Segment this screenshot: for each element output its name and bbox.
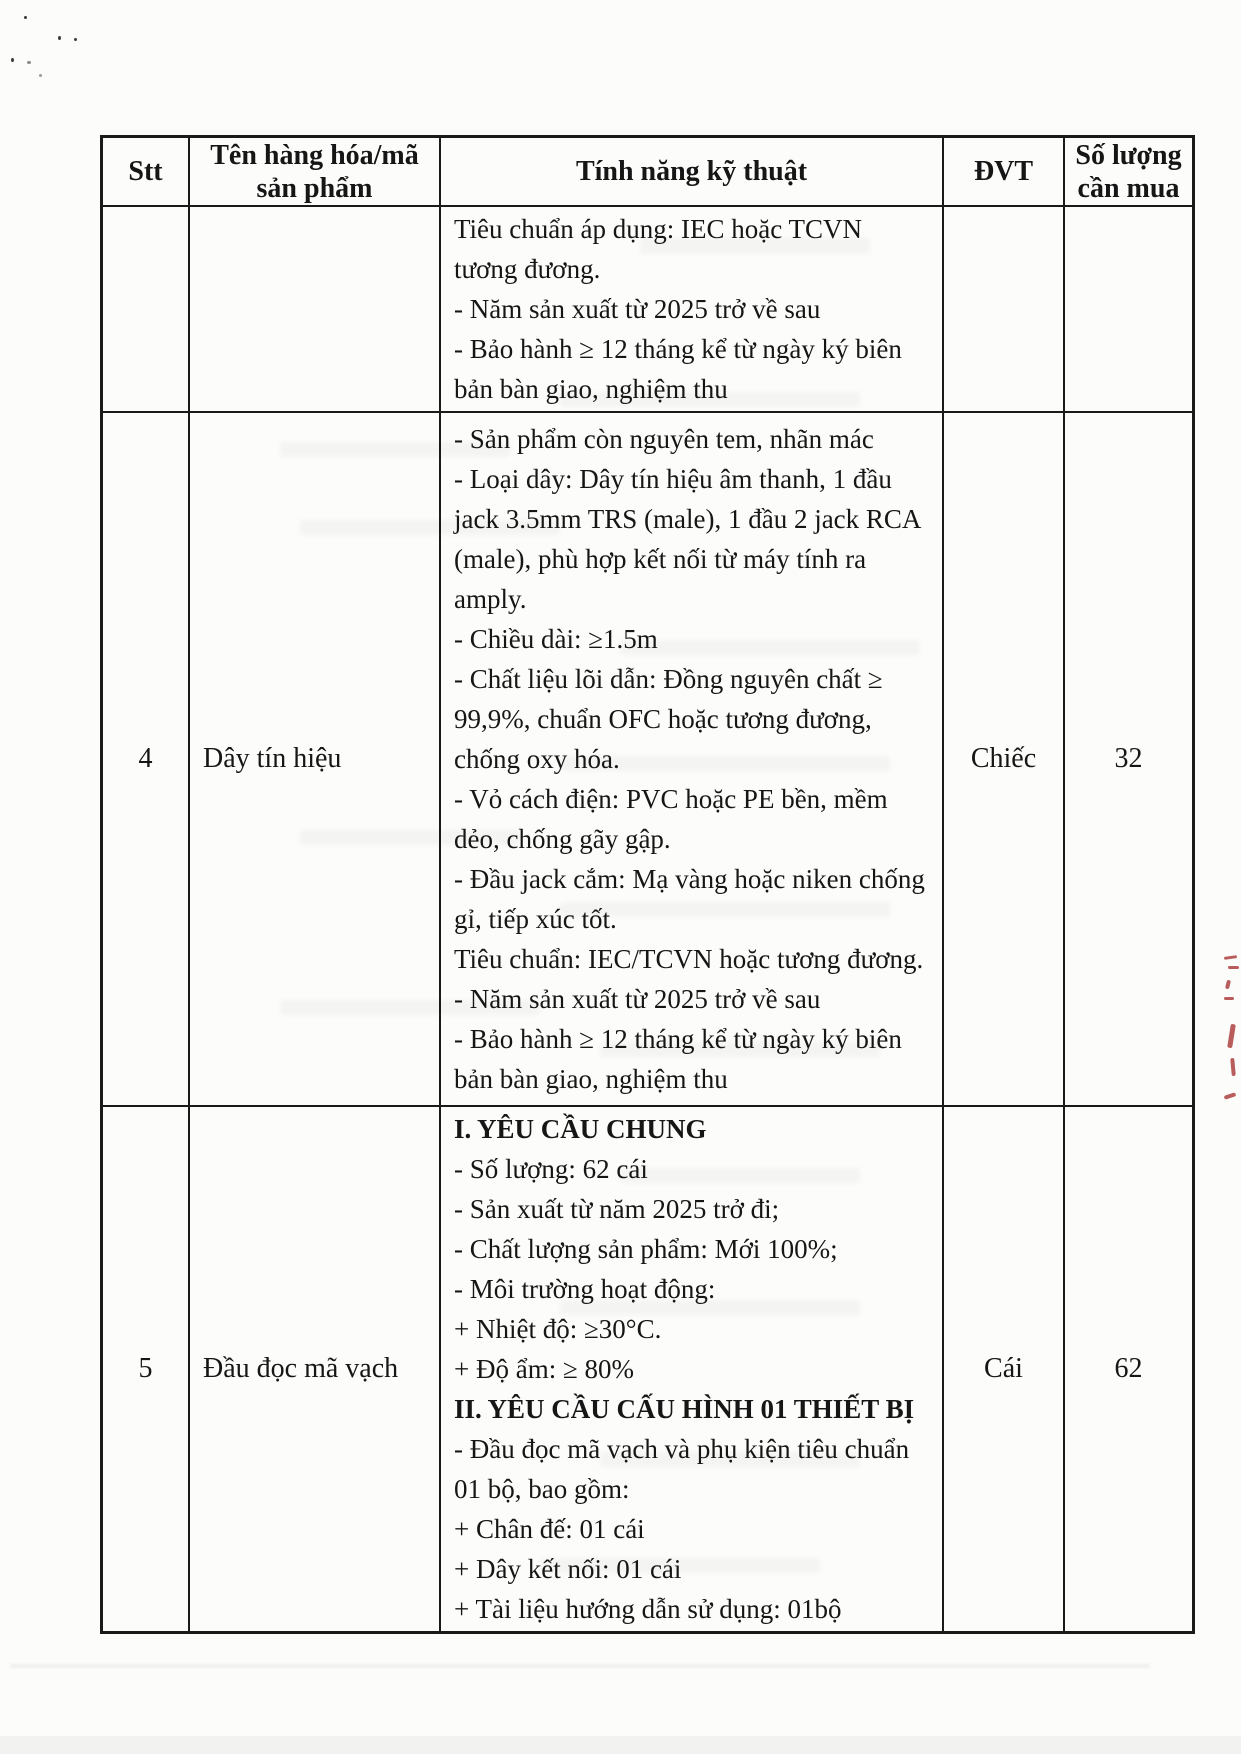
spec-line: II. YÊU CẦU CẤU HÌNH 01 THIẾT BỊ	[454, 1394, 915, 1424]
spec-line: - Chất lượng sản phẩm: Mới 100%;	[454, 1234, 838, 1264]
header-cell-product-name	[190, 138, 441, 205]
cell-stt: 5	[103, 1107, 190, 1631]
header-cell-stt	[103, 138, 190, 205]
spec-line: tương đương.	[454, 254, 601, 284]
spec-line: - Bảo hành ≥ 12 tháng kể từ ngày ký biên	[454, 1024, 902, 1054]
scan-bottom-shadow	[0, 1736, 1241, 1754]
red-pen-mark	[1227, 1024, 1236, 1048]
header-label-product-name-line2: sản phẩm	[256, 172, 373, 204]
spec-line: jack 3.5mm TRS (male), 1 đầu 2 jack RCA	[454, 504, 922, 534]
spec-line: - Môi trường hoạt động:	[454, 1274, 716, 1304]
table-row	[103, 207, 1192, 413]
spec-line: 01 bộ, bao gồm:	[454, 1474, 630, 1504]
table-row	[103, 1107, 1192, 1631]
cell-stt: 4	[103, 413, 190, 1105]
cell-unit	[944, 207, 1065, 411]
spec-line: - Đầu jack cắm: Mạ vàng hoặc niken chống	[454, 864, 925, 894]
spec-line: - Bảo hành ≥ 12 tháng kể từ ngày ký biên	[454, 334, 902, 364]
red-pen-mark	[1224, 955, 1237, 960]
spec-line: + Nhiệt độ: ≥30°C.	[454, 1314, 662, 1344]
scan-speck	[11, 58, 14, 62]
spec-line: + Độ ẩm: ≥ 80%	[454, 1354, 635, 1384]
spec-table-body	[103, 207, 1192, 1631]
cell-qty: 32	[1114, 743, 1143, 774]
red-pen-mark	[1228, 966, 1239, 969]
spec-table-header-row	[103, 138, 1192, 207]
header-label-stt: Stt	[128, 156, 163, 187]
scan-smudge-line	[10, 1664, 1150, 1668]
red-pen-mark	[1224, 1092, 1237, 1100]
header-label-unit: ĐVT	[973, 156, 1034, 187]
scan-speck	[74, 38, 77, 41]
cell-stt	[103, 207, 190, 411]
cell-unit: Chiếc	[944, 413, 1065, 1105]
spec-line: gỉ, tiếp xúc tốt.	[454, 904, 617, 934]
spec-line: Tiêu chuẩn áp dụng: IEC hoặc TCVN	[454, 214, 862, 244]
header-cell-spec	[441, 138, 944, 205]
table-row	[103, 413, 1192, 1107]
scan-speck	[39, 74, 42, 77]
spec-line: I. YÊU CẦU CHUNG	[454, 1114, 707, 1144]
spec-line: + Tài liệu hướng dẫn sử dụng: 01bộ	[454, 1594, 842, 1624]
cell-qty	[1065, 207, 1192, 411]
spec-line: chống oxy hóa.	[454, 744, 620, 774]
spec-line: - Sản xuất từ năm 2025 trở đi;	[454, 1194, 780, 1224]
cell-product-name: Đầu đọc mã vạch	[190, 1107, 441, 1631]
red-pen-mark	[1230, 1058, 1236, 1076]
spec-line: amply.	[454, 584, 527, 614]
spec-line: - Vỏ cách điện: PVC hoặc PE bền, mềm	[454, 784, 888, 814]
red-pen-mark	[1224, 997, 1234, 1000]
red-pen-mark	[1225, 980, 1231, 990]
spec-line: Tiêu chuẩn: IEC/TCVN hoặc tương đương.	[454, 944, 924, 974]
spec-line: + Chân đế: 01 cái	[454, 1514, 645, 1544]
spec-line: - Chất liệu lõi dẫn: Đồng nguyên chất ≥	[454, 664, 883, 694]
cell-product-name: Dây tín hiệu	[190, 413, 441, 1105]
spec-line: - Chiều dài: ≥1.5m	[454, 624, 658, 654]
spec-line: (male), phù hợp kết nối từ máy tính ra	[454, 544, 867, 574]
header-cell-qty	[1065, 138, 1192, 205]
spec-table	[100, 135, 1195, 1634]
cell-spec	[441, 413, 944, 1105]
cell-qty: 62	[1114, 1353, 1143, 1384]
cell-product-name	[190, 207, 441, 411]
spec-line: - Đầu đọc mã vạch và phụ kiện tiêu chuẩn	[454, 1434, 910, 1464]
header-label-spec: Tính năng kỹ thuật	[575, 156, 808, 187]
cell-spec	[441, 207, 944, 411]
cell-unit: Cái	[944, 1107, 1065, 1631]
spec-line: + Dây kết nối: 01 cái	[454, 1554, 682, 1584]
spec-line: - Số lượng: 62 cái	[454, 1154, 648, 1184]
spec-line: - Loại dây: Dây tín hiệu âm thanh, 1 đầu	[454, 464, 892, 494]
spec-line: bản bàn giao, nghiệm thu	[454, 374, 728, 404]
spec-line: dẻo, chống gãy gập.	[454, 824, 671, 854]
header-cell-unit	[944, 138, 1065, 205]
scan-speck	[27, 61, 31, 64]
header-label-product-name-line1: Tên hàng hóa/mã	[210, 139, 419, 171]
spec-line: bản bàn giao, nghiệm thu	[454, 1064, 728, 1094]
header-label-qty-line2: cần mua	[1077, 172, 1180, 204]
spec-line: - Năm sản xuất từ 2025 trở về sau	[454, 294, 821, 324]
spec-line: 99,9%, chuẩn OFC hoặc tương đương,	[454, 704, 872, 734]
cell-spec	[441, 1107, 944, 1631]
scan-speck	[58, 36, 61, 40]
spec-line: - Sản phẩm còn nguyên tem, nhãn mác	[454, 424, 874, 454]
scan-speck	[24, 16, 27, 19]
spec-line: - Năm sản xuất từ 2025 trở về sau	[454, 984, 821, 1014]
header-label-qty-line1: Số lượng	[1075, 139, 1182, 171]
